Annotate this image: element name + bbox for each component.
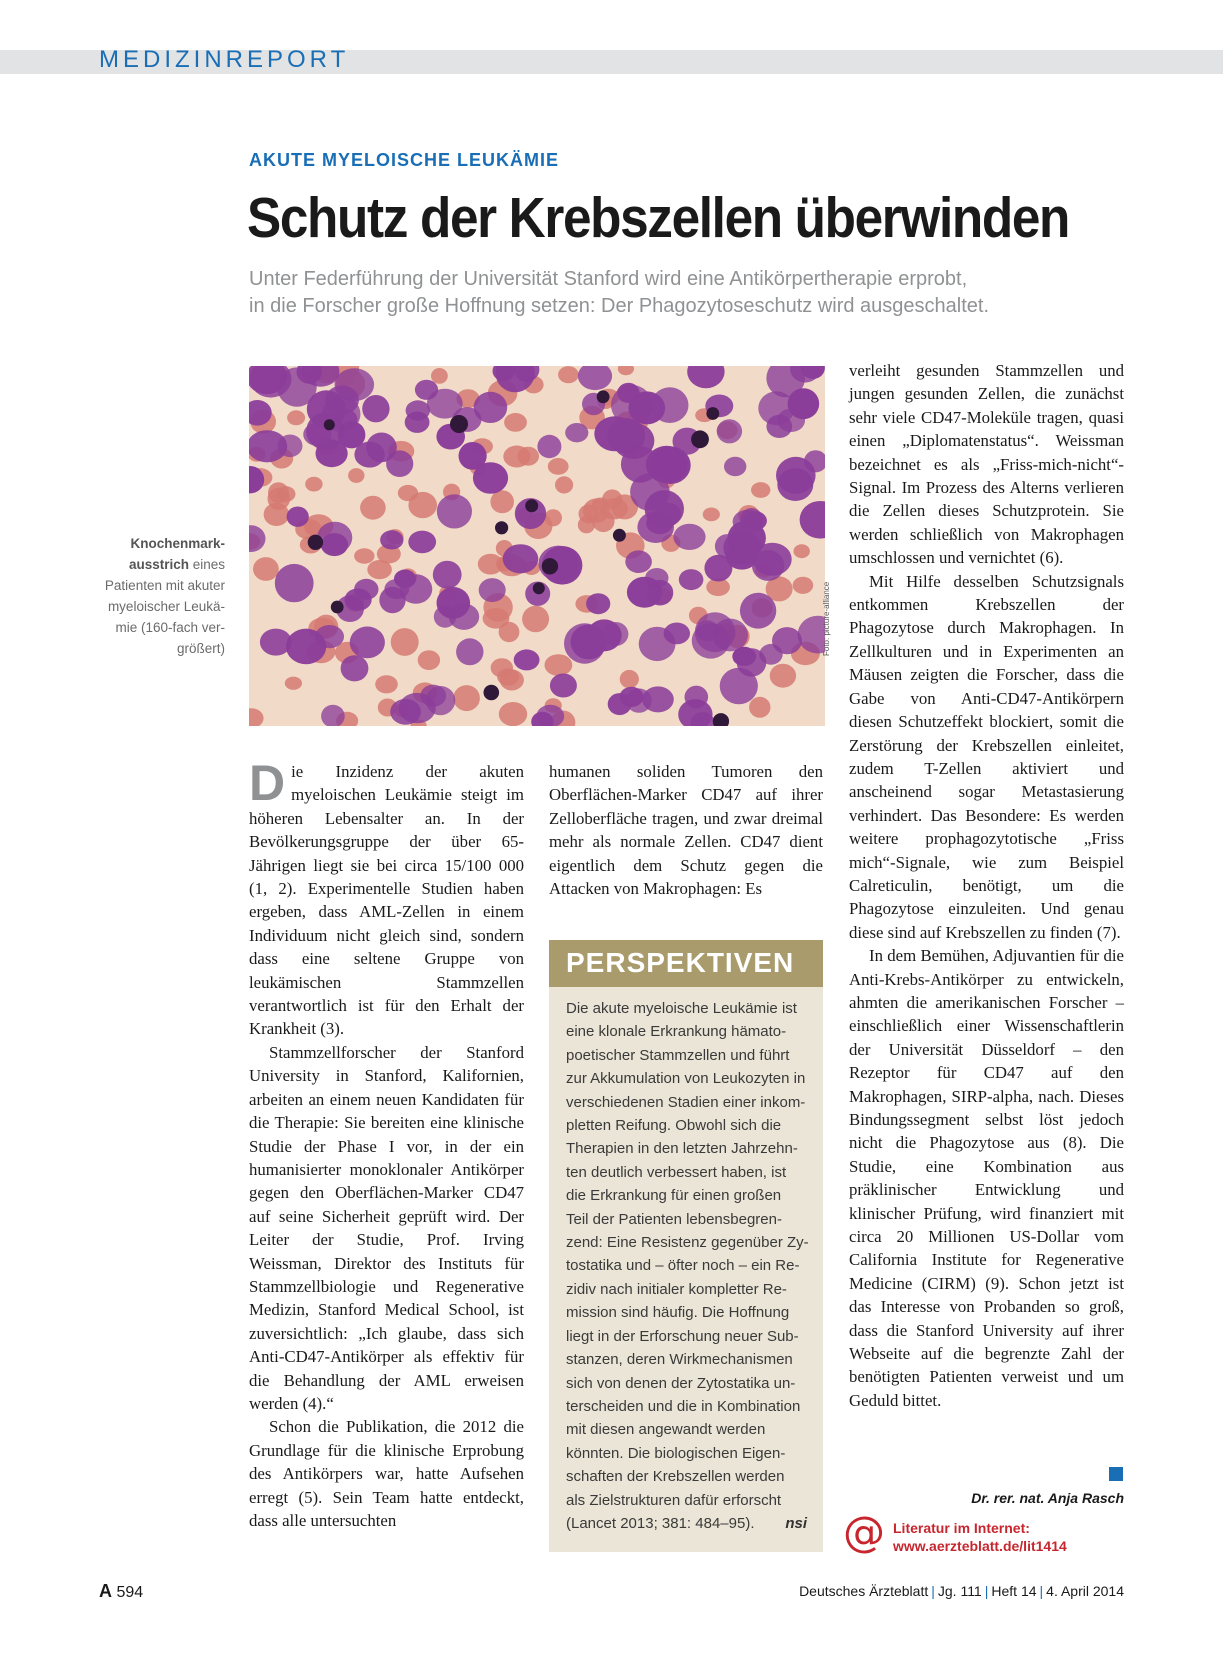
- blast-cell: [587, 619, 622, 651]
- article-kicker: AKUTE MYELOISCHE LEUKÄMIE: [249, 150, 560, 170]
- red-blood-cell: [497, 668, 519, 685]
- blast-cell: [433, 561, 462, 589]
- article-column-3: [849, 359, 1124, 1412]
- blast-cell: [772, 627, 802, 654]
- literature-link[interactable]: [893, 1519, 1067, 1555]
- red-blood-cell: [751, 482, 770, 498]
- caption-text: myeloischer Leukä-: [107, 599, 225, 614]
- dark-nucleus: [713, 713, 729, 726]
- blast-cell: [335, 368, 375, 401]
- red-blood-cell: [503, 446, 530, 468]
- page-prefix: A: [99, 1581, 112, 1601]
- blast-cell: [550, 674, 577, 698]
- dark-nucleus: [706, 407, 719, 420]
- body-paragraph: In dem Bemühen, Adjuvantien für die Anti-Krebs-Antikörper zu entwickeln, ahmten die amerikanischen Forscher – einschließlich einer Wissenschaftlerin der Universität Düsseldorf – den Rezeptor für CD47 auf den Makrophagen, SIRP-alpha, nach. Dieses Bindungssegment selbst löst jedoch nicht die Phagozytose aus (8). Die Studie, eine Kombination aus präklinischer Entwicklung und klinischer Prüfung, wird finanziert mit circa 20 Millionen US-Dollar vom California Institute for Regenerative Medicine (CIRM) (9). Schon jetzt ist das Interesse von Probanden so groß, dass die Stanford University auf ihrer Webseite auf die begrenzte Zahl der benötigten Patienten verweist und um Geduld bittet.: [849, 946, 1124, 1410]
- blast-cell: [386, 450, 413, 477]
- box-line: schaften der Krebszellen werden: [566, 1468, 785, 1486]
- red-blood-cell: [490, 490, 514, 513]
- blast-cell: [315, 625, 344, 648]
- body-paragraph: verleiht gesunden Stammzellen und jungen gesunden Zellen, die zunächst sehr viele CD47-Moleküle tragen, quasi einen „Diplomatenstatus“. Weissman bezeichnet es als „Friss-mich-nicht“-Signal. Im Prozess des Alterns verlieren die Zellen dieses Schutzprotein. Sie werden schließlich von Makrophagen umschlossen und vernichtet (6).: [849, 361, 1124, 568]
- red-blood-cell: [305, 477, 322, 492]
- red-blood-cell: [287, 410, 305, 425]
- box-line: tostatika und – öfter noch – ein Re-: [566, 1257, 800, 1275]
- body-paragraph: Stammzellforscher der Stanford University in Stanford, Kalifornien, arbeiten an einem neuen Kandidaten für die Therapie: Sie bereiten eine klinische Studie der Phase I vor, in der ein humanisierter monoklonaler Antikörper gegen den Oberflächen-Marker CD47 auf seine Sicherheit geprüft wird. Der Leiter der Studie, Prof. Irving Weissman, Direktor des Instituts für Stammzellbiologie und Regenerative Medizin, Stanford Medical School, ist zuversichtlich: „Ich glaube, dass sich Anti-CD47-Antikörper als effektiv für die Behandlung der AML erweisen werden (4).“: [249, 1042, 524, 1413]
- red-blood-cell: [558, 366, 579, 383]
- journal-issue: Heft 14: [991, 1583, 1037, 1599]
- dark-nucleus: [613, 529, 626, 542]
- blast-cell: [345, 588, 372, 610]
- blast-cell: [275, 564, 314, 602]
- blast-cell: [321, 705, 345, 726]
- at-sign-icon: @: [843, 1507, 885, 1556]
- blast-cell: [537, 435, 561, 458]
- page-number-value: 594: [116, 1584, 144, 1601]
- dark-nucleus: [450, 415, 468, 433]
- dark-nucleus: [484, 685, 500, 701]
- red-blood-cell: [360, 496, 386, 520]
- red-blood-cell: [522, 606, 549, 632]
- box-line: poetischer Stammzellen und führt: [566, 1046, 790, 1064]
- body-paragraph: Mit Hilfe desselben Schutzsignals entkommen Krebszellen der Phagozytose durch Makrophagen. In Zellkulturen und in Experimenten an Mäusen zeigten die Forscher, dass die Gabe von Anti-CD47-Antikörpern diesen Schutzeffekt blockiert, somit die Zerstörung der Krebszellen einleitet, zudem T-Zellen aktiviert und anscheinend sogar Metastasierung verhindert. Das Besondere: Es werden weitere prophagozytotische „Friss mich“-Signale, wie zum Beispiel Calreticulin, benötigt, um die Phagozytose einzuleiten. Und genau diese sind auf Krebszellen zu finden (7).: [849, 571, 1124, 942]
- box-line: ten deutlich verbessert haben, ist: [566, 1163, 787, 1181]
- red-blood-cell: [770, 664, 796, 688]
- dark-nucleus: [691, 430, 709, 448]
- subtitle-line: in die Forscher große Hoffnung setzen: Der Phagozytoseschutz wird ausgeschaltet.: [249, 295, 990, 317]
- blast-cell: [415, 380, 438, 400]
- blast-cell: [655, 503, 682, 526]
- red-blood-cell: [483, 608, 510, 629]
- red-blood-cell: [749, 697, 770, 718]
- box-line: liegt in der Erforschung neuer Sub-: [566, 1327, 799, 1345]
- article-column-2: [549, 760, 823, 900]
- red-blood-cell: [703, 508, 720, 522]
- blast-cell: [651, 387, 688, 423]
- blast-cell: [449, 604, 479, 630]
- blast-cell: [625, 550, 652, 573]
- photo-caption: [92, 533, 225, 659]
- blast-cell: [642, 686, 674, 712]
- blast-cell: [800, 501, 825, 539]
- red-blood-cell: [499, 702, 527, 726]
- red-blood-cell: [618, 366, 634, 375]
- dark-nucleus: [597, 390, 610, 403]
- dark-nucleus: [542, 558, 558, 574]
- box-line: verschiedenen Stadien einer inkom-: [566, 1093, 806, 1111]
- blast-cell: [733, 510, 763, 534]
- blast-cell: [362, 395, 389, 422]
- literature-url[interactable]: www.aerzteblatt.de/lit1414: [893, 1538, 1067, 1554]
- blast-cell: [260, 629, 292, 656]
- literature-label: Literatur im Internet:: [893, 1520, 1030, 1536]
- red-blood-cell: [548, 458, 569, 475]
- body-paragraph: humanen soliden Tumoren den Oberflächen-Marker CD47 auf ihrer Zelloberfläche tragen, und zwar dreimal mehr als normale Zellen. CD47 dient eigentlich dem Schutz gegen die Attacken von Makrophagen: Es: [549, 762, 823, 899]
- blast-cell: [687, 366, 724, 388]
- blast-cell: [720, 668, 758, 704]
- blast-cell: [627, 577, 662, 608]
- blast-cell: [717, 419, 742, 443]
- blast-cell: [321, 533, 348, 556]
- blast-cell: [405, 412, 430, 433]
- article-subtitle: [249, 266, 1129, 320]
- blast-cell: [611, 385, 652, 425]
- blast-cell: [341, 655, 369, 681]
- box-line: stanzen, deren Wirkmechanismen: [566, 1351, 793, 1369]
- perspektiven-title: PERSPEKTIVEN: [566, 947, 795, 978]
- red-blood-cell: [375, 675, 398, 693]
- blast-cell: [390, 699, 421, 725]
- blast-cell: [338, 421, 366, 448]
- caption-bold: ausstrich: [128, 557, 189, 572]
- blast-cell: [777, 468, 813, 501]
- blast-cell: [380, 530, 403, 549]
- photo-credit: Foto: picture-alliance: [822, 581, 831, 656]
- box-signature: nsi: [785, 1514, 807, 1532]
- red-blood-cell: [794, 544, 810, 558]
- article-column-1: [249, 755, 524, 1532]
- microscopy-image: [249, 366, 825, 726]
- box-line: als Zielstrukturen dafür erforscht: [566, 1491, 782, 1509]
- red-blood-cell: [555, 476, 573, 493]
- journal-footer: Deutsches Ärzteblatt | Jg. 111 | Heft 14 | 4. April 2014: [799, 1583, 1124, 1599]
- box-line: mission sind häufig. Die Hoffnung: [566, 1304, 790, 1322]
- red-blood-cell: [620, 670, 639, 688]
- blast-cell: [664, 623, 690, 645]
- blast-cell: [753, 543, 792, 576]
- perspektiven-box: [549, 987, 823, 1552]
- red-blood-cell: [348, 468, 364, 483]
- dark-nucleus: [533, 582, 545, 594]
- red-blood-cell: [578, 516, 595, 533]
- red-blood-cell: [793, 577, 814, 594]
- journal-date: 4. April 2014: [1046, 1583, 1124, 1599]
- red-blood-cell: [453, 685, 480, 711]
- box-line: pletten Reifung. Obwohl sich die: [566, 1117, 782, 1135]
- blast-cell: [473, 462, 508, 494]
- subtitle-line: Unter Federführung der Universität Stanford wird eine Antikörpertherapie erprobt,: [249, 268, 968, 290]
- box-line: Teil der Patienten lebensbegren-: [566, 1210, 782, 1228]
- end-mark: [1109, 1467, 1123, 1481]
- blast-cell: [732, 647, 756, 666]
- red-blood-cell: [367, 560, 392, 579]
- box-line: Therapien in den letzten Jahrzehn-: [566, 1140, 798, 1158]
- blast-cell: [379, 587, 405, 613]
- blast-cell: [679, 569, 704, 590]
- red-blood-cell: [285, 677, 302, 690]
- red-blood-cell: [545, 654, 573, 676]
- blast-cell: [788, 388, 820, 419]
- blast-cell: [724, 457, 746, 476]
- box-line: sich von denen der Zytostatika un-: [566, 1374, 796, 1392]
- blast-cell: [408, 531, 436, 554]
- blast-cell: [740, 593, 776, 629]
- blast-cell: [277, 367, 317, 406]
- red-blood-cell: [354, 548, 374, 563]
- blast-cell: [474, 392, 508, 423]
- blast-cell: [456, 638, 483, 665]
- red-blood-cell: [268, 482, 289, 503]
- bone-marrow-photo: [249, 366, 825, 726]
- blast-cell: [685, 686, 709, 709]
- box-line: zidiv nach initialer kompletter Re-: [566, 1280, 787, 1298]
- blast-cell: [608, 693, 632, 715]
- box-line: zend: Eine Resistenz gegenüber Zy-: [566, 1234, 809, 1252]
- red-blood-cell: [391, 628, 419, 656]
- body-paragraph: Schon die Publikation, die 2012 die Grundlage für die klinische Erprobung des Antikörpers war, hatte Aufsehen erregt (5). Sein Team hatte entdeckt, dass alle untersuchten: [249, 1417, 524, 1530]
- box-line: Die akute myeloische Leukämie ist: [566, 1000, 797, 1017]
- blast-cell: [249, 525, 266, 552]
- drop-cap: D: [249, 755, 286, 811]
- blast-cell: [673, 524, 705, 550]
- box-line: (Lancet 2013; 381: 484–95). nsi: [566, 1512, 807, 1535]
- box-line: terscheiden und die in Kombination: [566, 1397, 801, 1415]
- red-blood-cell: [253, 557, 279, 581]
- page-number: [99, 1581, 143, 1602]
- blast-cell: [726, 542, 758, 569]
- box-line: zur Akkumulation von Leukozyten in: [566, 1070, 806, 1088]
- red-blood-cell: [600, 498, 628, 519]
- dark-nucleus: [324, 419, 335, 430]
- blast-cell: [586, 593, 610, 614]
- caption-text: größert): [176, 641, 225, 656]
- section-label: MEDIZINREPORT: [99, 46, 350, 73]
- blast-cell: [514, 649, 540, 670]
- box-line: mit diesen angewandt werden: [566, 1421, 766, 1439]
- perspektiven-text: [549, 987, 823, 1535]
- caption-text: mie (160-fach ver-: [115, 620, 225, 635]
- dark-nucleus: [308, 535, 323, 550]
- box-line: könnten. Die biologischen Eigen-: [566, 1444, 786, 1462]
- red-blood-cell: [431, 368, 448, 384]
- blast-cell: [565, 423, 588, 442]
- caption-text: eines: [188, 557, 225, 572]
- dark-nucleus: [495, 521, 508, 534]
- article-title: Schutz der Krebszellen überwinden: [247, 186, 1070, 250]
- dark-nucleus: [525, 499, 538, 512]
- blast-cell: [621, 446, 659, 483]
- box-line: die Erkrankung für einen großen: [566, 1187, 782, 1205]
- blast-cell: [479, 578, 506, 602]
- blast-cell: [350, 627, 385, 659]
- caption-text: Patienten mit akuter: [104, 578, 225, 593]
- caption-bold: Knochenmark-: [130, 536, 225, 551]
- perspektiven-box-header: [549, 940, 823, 987]
- blast-cell: [503, 544, 539, 573]
- journal-name: Deutsches Ärzteblatt: [799, 1583, 929, 1599]
- blast-cell: [437, 494, 472, 528]
- blast-cell: [696, 620, 719, 641]
- red-blood-cell: [249, 708, 264, 726]
- journal-volume: Jg. 111: [937, 1583, 982, 1599]
- red-blood-cell: [408, 492, 437, 518]
- body-paragraph: ie Inzidenz der akuten myeloischen Leukämie steigt im höheren Lebensalter an. In der Bevölkerungsgruppe der über 65-Jährigen liegt sie bei circa 15/100 000 (1, 2). Experimentelle Studien haben ergeben, dass AML-Zellen in einem Individuum nicht gleich sind, sondern dass eine seltene Gruppe von leukämischen Stammzellen verantwortlich ist für den Erhalt der Krankheit (3).: [249, 762, 524, 1039]
- blast-cell: [578, 366, 612, 390]
- blast-cell: [287, 507, 309, 527]
- blast-cell: [426, 686, 456, 715]
- author: Dr. rer. nat. Anja Rasch: [971, 1490, 1124, 1506]
- red-blood-cell: [504, 413, 527, 432]
- dark-nucleus: [331, 601, 344, 614]
- red-blood-cell: [418, 650, 440, 670]
- box-line: eine klonale Erkrankung hämato-: [566, 1023, 787, 1041]
